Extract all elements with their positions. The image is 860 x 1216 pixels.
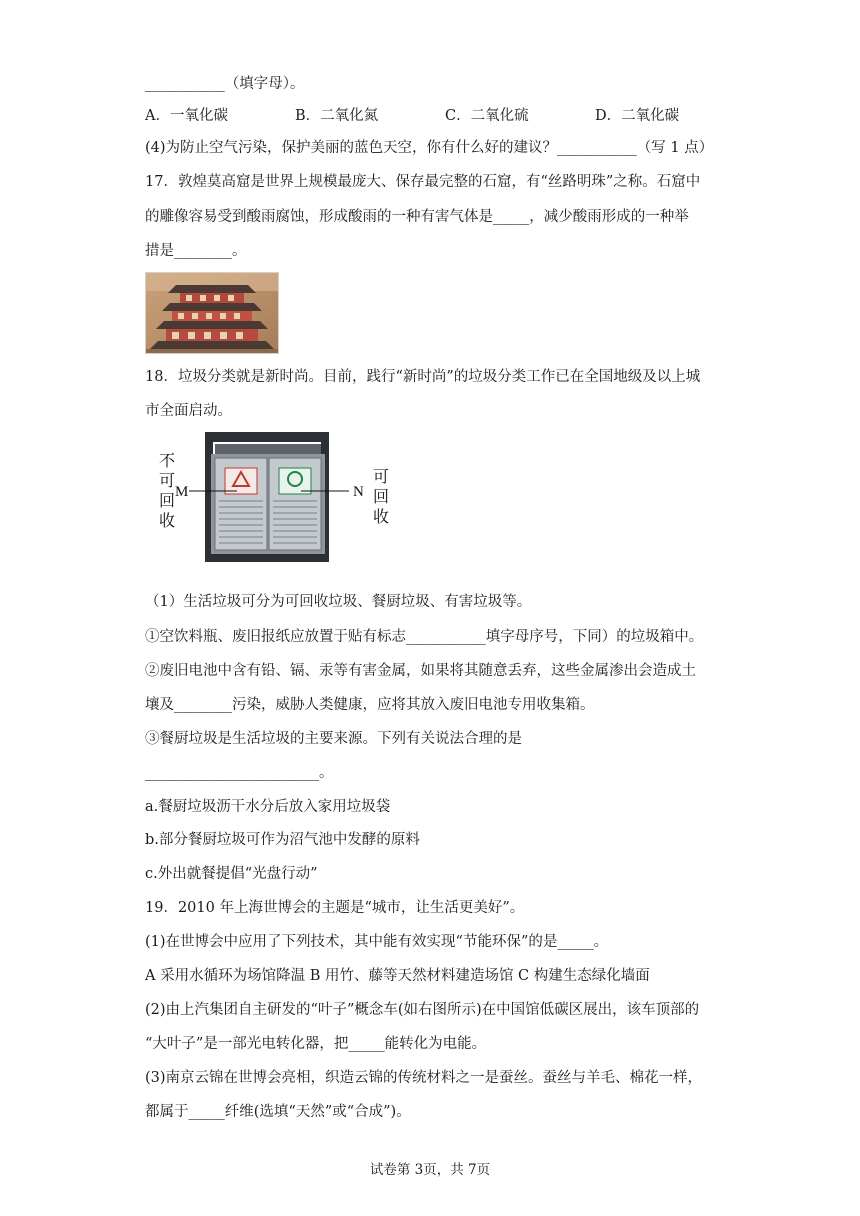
trash-bin-illustration bbox=[145, 430, 405, 570]
q18-choice-b: b.部分餐厨垃圾可作为沼气池中发酵的原料 bbox=[145, 832, 420, 848]
marker-n: N bbox=[353, 484, 364, 500]
q18-item3-blank: ________________________。 bbox=[145, 765, 334, 781]
q18-choice-a: a.餐厨垃圾沥干水分后放入家用垃圾袋 bbox=[145, 799, 391, 815]
q18-line-2: 市全面启动。 bbox=[145, 403, 232, 419]
q19-part1-options: A 采用水循环为场馆降温 B 用竹、藤等天然材料建造场馆 C 构建生态绿化墙面 bbox=[145, 968, 650, 984]
label-recyclable-1: 可 bbox=[373, 469, 390, 486]
q18-choice-c: c.外出就餐提倡“光盘行动” bbox=[145, 866, 318, 882]
q18-item2-line-2: 壤及________污染，威胁人类健康，应将其放入废旧电池专用收集箱。 bbox=[145, 697, 595, 713]
q16-options bbox=[145, 106, 725, 126]
trash-bin-figure bbox=[145, 430, 405, 570]
q16-option-a: A．一氧化碳 bbox=[145, 108, 228, 124]
q16-option-d: D．二氧化碳 bbox=[595, 108, 680, 124]
label-recyclable-3: 收 bbox=[373, 509, 390, 526]
q16-part4: (4)为防止空气污染，保护美丽的蓝色天空，你有什么好的建议？___________（写 1 点） bbox=[145, 140, 714, 156]
pagoda-illustration bbox=[146, 273, 278, 353]
q19-part3-line-2: 都属于_____纤维(选填“天然”或“合成”)。 bbox=[145, 1104, 411, 1120]
q18-part1: （1）生活垃圾可分为可回收垃圾、餐厨垃圾、有害垃圾等。 bbox=[145, 594, 532, 610]
q17-line-2: 的雕像容易受到酸雨腐蚀，形成酸雨的一种有害气体是_____，减少酸雨形成的一种举 bbox=[145, 209, 689, 225]
q19-part3-line-1: (3)南京云锦在世博会亮相，织造云锦的传统材料之一是蚕丝。蚕丝与羊毛、棉花一样， bbox=[145, 1070, 703, 1086]
label-recyclable-2: 回 bbox=[373, 489, 390, 506]
q19-part2-line-2: “大叶子”是一部光电转化器，把_____能转化为电能。 bbox=[145, 1036, 487, 1052]
marker-m: M bbox=[175, 484, 189, 500]
q18-item2-line-1: ②废旧电池中含有铅、镉、汞等有害金属，如果将其随意丢弃，这些金属渗出会造成土 bbox=[145, 663, 696, 679]
q16-option-b: B．二氧化氮 bbox=[295, 108, 379, 124]
q16-answer-line: ___________（填字母）。 bbox=[145, 76, 305, 92]
page-footer: 试卷第 3页，共 7页 bbox=[369, 1162, 491, 1178]
mogao-grottoes-photo bbox=[145, 272, 279, 354]
q16-option-c: C．二氧化硫 bbox=[445, 108, 529, 124]
label-not-recyclable-4: 收 bbox=[159, 513, 176, 530]
q18-line-1: 18．垃圾分类就是新时尚。目前，践行“新时尚”的垃圾分类工作已在全国地级及以上城 bbox=[145, 369, 701, 385]
q17-line-3: 措是________。 bbox=[145, 243, 247, 259]
q19-part1: (1)在世博会中应用了下列技术，其中能有效实现“节能环保”的是_____。 bbox=[145, 934, 609, 950]
label-not-recyclable-3: 回 bbox=[159, 493, 176, 510]
q19-line-1: 19．2010 年上海世博会的主题是“城市，让生活更美好”。 bbox=[145, 900, 525, 916]
q18-item1: ①空饮料瓶、废旧报纸应放置于贴有标志___________填字母序号，下同）的垃圾箱中。 bbox=[145, 629, 704, 645]
q19-part2-line-1: (2)由上汽集团自主研发的“叶子”概念车(如右图所示)在中国馆低碳区展出，该车顶部的 bbox=[145, 1002, 700, 1018]
label-not-recyclable-1: 不 bbox=[159, 453, 176, 470]
q18-item3: ③餐厨垃圾是生活垃圾的主要来源。下列有关说法合理的是 bbox=[145, 731, 522, 747]
q17-line-1: 17．敦煌莫高窟是世界上规模最庞大、保存最完整的石窟，有“丝路明珠”之称。石窟中 bbox=[145, 174, 701, 190]
label-not-recyclable-2: 可 bbox=[159, 473, 176, 490]
